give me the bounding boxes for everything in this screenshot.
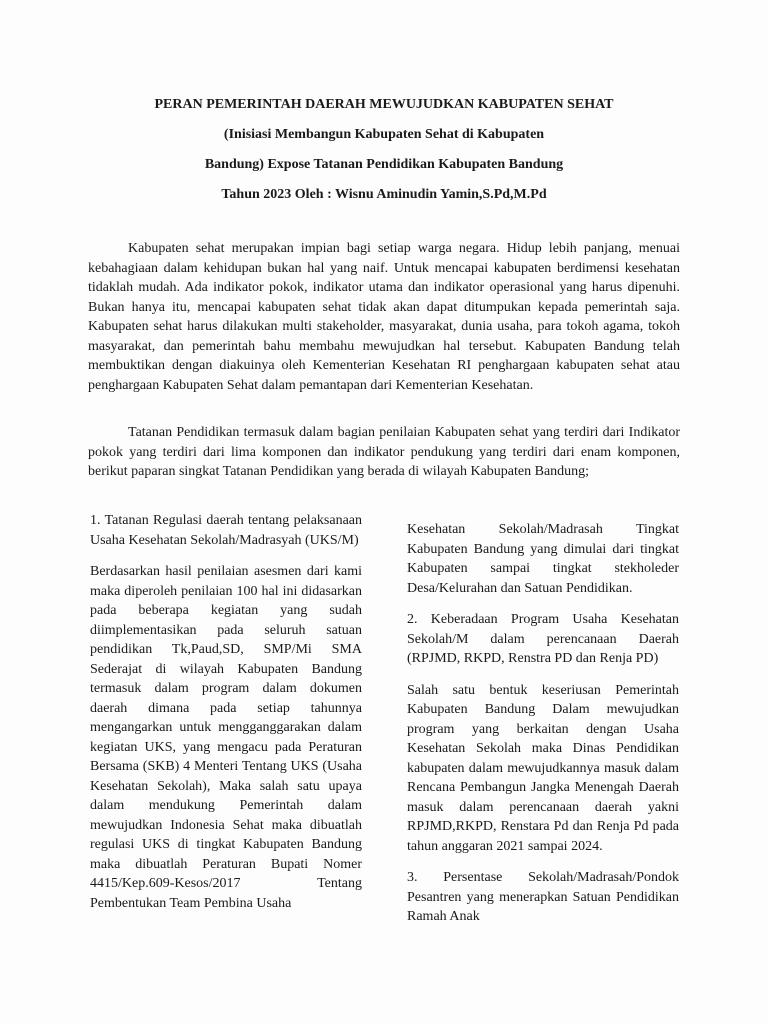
title-line-3: Bandung) Expose Tatanan Pendidikan Kabupaten Bandung — [204, 157, 564, 172]
intro-paragraph: Tatanan Pendidikan termasuk dalam bagian penilaian Kabupaten sehat yang terdiri dari Indikator pokok yang terdiri dari lima komponen dan indikator pendukung yang terdiri dari enam komponen, berikut paparan singkat Tatanan Pendidikan yang berada di wilayah Kabupaten Bandung; — [88, 425, 680, 479]
right-column — [407, 520, 679, 939]
section-body-2: Salah satu bentuk keseriusan Pemerintah Kabupaten Bandung Dalam mewujudkan program yang berkaitan dengan Usaha Kesehatan Sekolah maka Dinas Pendidikan kabupaten dalam mewujudkannya masuk dalam Rencana Pembangun Jangka Menengah Daerah masuk dalam perencanaan daerah yakni RPJMD,RKPD, Renstara Pd dan Renja Pd pada tahun anggaran 2021 sampai 2024. — [407, 682, 679, 854]
section-heading-1: 1. Tatanan Regulasi daerah tentang pelaksanaan Usaha Kesehatan Sekolah/Madrasyah (UKS/M) — [90, 513, 362, 548]
section-body-1: Berdasarkan hasil penilaian asesmen dari kami maka diperoleh penilaian 100 hal ini didasarkan pada beberapa kegiatan yang sudah diimplementasikan pada seluruh satuan pendidikan Tk,Paud,SD, SMP/Mi SMA Sederajat di wilayah Kabupaten Bandung termasuk dalam program dalam dokumen daerah dimana pada setiap tahunnya mengangarkan untuk mengganggarakan dalam kegiatan UKS, yang mengacu pada Peraturan Bersama (SKB) 4 Menteri Tentang UKS (Usaha Kesehatan Sekolah), Maka salah satu upaya dalam mendukung Pemerintah dalam mewujudkan Indonesia Sehat maka dibuatlah regulasi UKS di tingkat Kabupaten Bandung maka dibuatlah Peraturan Bupati Nomer 4415/Kep.609-Kesos/2017 Tentang Pembentukan Team Pembina Usaha — [90, 564, 362, 911]
section-body-1-continued: Kesehatan Sekolah/Madrasah Tingkat Kabupaten Bandung yang dimulai dari tingkat Kabupaten sampai tingkat stekholeder Desa/Kelurahan dan Satuan Pendidikan. — [407, 522, 679, 596]
left-column — [90, 511, 362, 925]
document-title — [88, 90, 680, 210]
title-line-2: (Inisiasi Membangun Kabupaten Sehat di Kabupaten — [223, 127, 545, 142]
title-line-4-author: Tahun 2023 Oleh : Wisnu Aminudin Yamin,S.Pd,M.Pd — [221, 187, 547, 202]
section-heading-2: 2. Keberadaan Program Usaha Kesehatan Sekolah/M dalam perencanaan Daerah (RPJMD, RKPD, Renstra PD dan Renja PD) — [407, 612, 679, 666]
title-line-1: PERAN PEMERINTAH DAERAH MEWUJUDKAN KABUPATEN SEHAT — [154, 97, 614, 112]
intro-paragraph: Kabupaten sehat merupakan impian bagi setiap warga negara. Hidup lebih panjang, menuai kebahagiaan dalam kehidupan bukan hal yang naif. Untuk mencapai kabupaten berdimensi kesehatan tidaklah mudah. Ada indikator pokok, indikator utama dan indikator operasional yang harus dipenuhi. Bukan hanya itu, mencapai kabupaten sehat tidak akan dapat ditumpukan kepada pemerintah saja. Kabupaten sehat harus dilakukan multi stakeholder, masyarakat, dunia usaha, para tokoh agama, tokoh masyarakat, dan pemerintah bahu membahu mewujudkan hal tersebut. Kabupaten Bandung telah membuktikan dengan diakuinya oleh Kementerian Kesehatan RI penghargaan kabupaten sehat atau penghargaan Kabupaten Sehat dalam pemantapan dari Kementerian Kesehatan. — [88, 241, 680, 393]
section-heading-3: 3. Persentase Sekolah/Madrasah/Pondok Pesantren yang menerapkan Satuan Pendidikan Ramah Anak — [407, 870, 679, 924]
